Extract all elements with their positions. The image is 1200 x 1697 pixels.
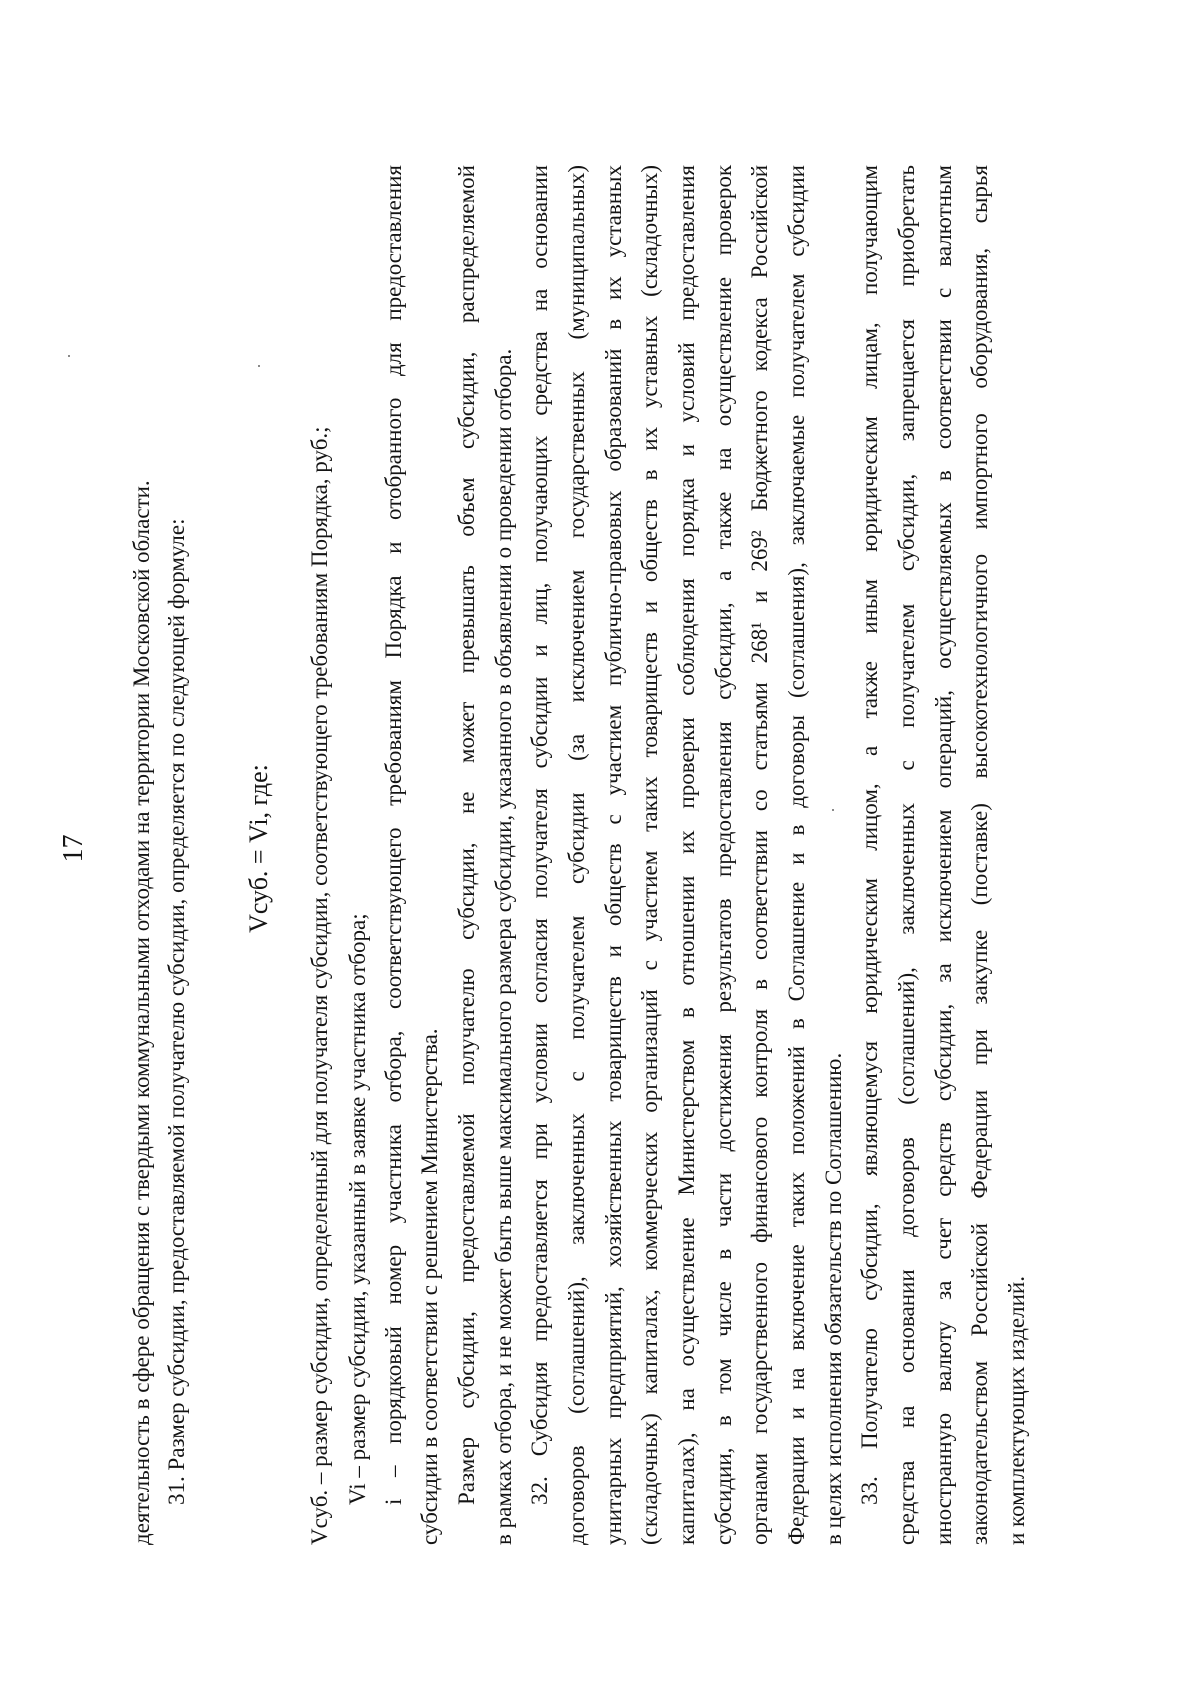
paragraph-32-line: капиталах), на осуществление Министерством в отношении их проверки соблюдения порядка и условий предоставления [674,165,699,1545]
paragraph-32-line: в целях исполнения обязательств по Соглашению. [821,1052,846,1545]
paragraph-32-line: договоров (соглашений), заключенных с получателем субсидии (за исключением государственных (муниципальных) [564,165,589,1545]
page-number: 17 [58,834,89,863]
definition-i-cont: субсидии в соответствии с решением Министерства. [417,1028,442,1545]
paragraph-32-line: (складочных) капиталах, коммерческих организаций с участием таких товариществ и обществ в их уставных (складочных) [637,165,662,1545]
paragraph-32-line: унитарных предприятий, хозяйственных товариществ и обществ с участием публично-правовых образований в их уставных [601,165,626,1545]
paragraph-33-line: 33. Получателю субсидии, являющемуся юридическим лицом, а также иным юридическим лицам, получающим [857,165,882,1505]
paragraph-32-line: 32. Субсидия предоставляется при условии согласия получателя субсидии и лиц, получающих средства на основании [527,165,552,1505]
paragraph-32-line: субсидии, в том числе в части достижения результатов предоставления субсидии, а также на осуществление проверок [711,165,736,1545]
paragraph-33-line: законодательством Российской Федерации при закупке (поставке) высокотехнологичного импортного оборудования, сырья [967,165,992,1545]
definition-vi: Vi – размер субсидии, указанный в заявке участника отбора; [345,913,370,1505]
paragraph-33-line: и комплектующих изделий. [1004,1276,1029,1545]
subsidy-limit-line-1: Размер субсидии, предоставляемой получателю субсидии, не может превышать объем субсидии, распределяемой [454,165,479,1505]
text-line: деятельность в сфере обращения с твердыми коммунальными отходами на территории Московской области. [129,480,154,1545]
scan-speck [258,365,260,367]
definition-vsub: Vсуб. – размер субсидии, определенный для получателя субсидии, соответствующего требованиям Порядка, руб.; [307,426,332,1545]
paragraph-32-line: Федерации и на включение таких положений в Соглашение и в договоры (соглашения), заключаемые получателем субсидии [784,165,809,1545]
definition-i: i – порядковый номер участника отбора, соответствующего требованиям Порядка и отобранного для предоставления [381,165,406,1505]
paragraph-33-line: иностранную валюту за счет средств субсидии, за исключением операций, осуществляемых в соответствии с валютным [931,165,956,1545]
scan-speck [832,809,834,811]
subsidy-limit-line-2: в рамках отбора, и не может быть выше максимального размера субсидии, указанного в объявлении о проведении отбора. [491,348,516,1545]
formula: Vсуб. = Vi, где: [244,764,273,933]
paragraph-33-line: средства на основании договоров (соглашений), заключенных с получателем субсидии, запрещается приобретать [894,165,919,1545]
paragraph-32-line: органами государственного финансового контроля в соответствии со статьями 268¹ и 269² Бюджетного кодекса Российской [747,165,772,1545]
paragraph-31-line: 31. Размер субсидии, предоставляемой получателю субсидии, определяется по следующей формуле: [164,518,189,1505]
scan-speck [68,355,70,357]
